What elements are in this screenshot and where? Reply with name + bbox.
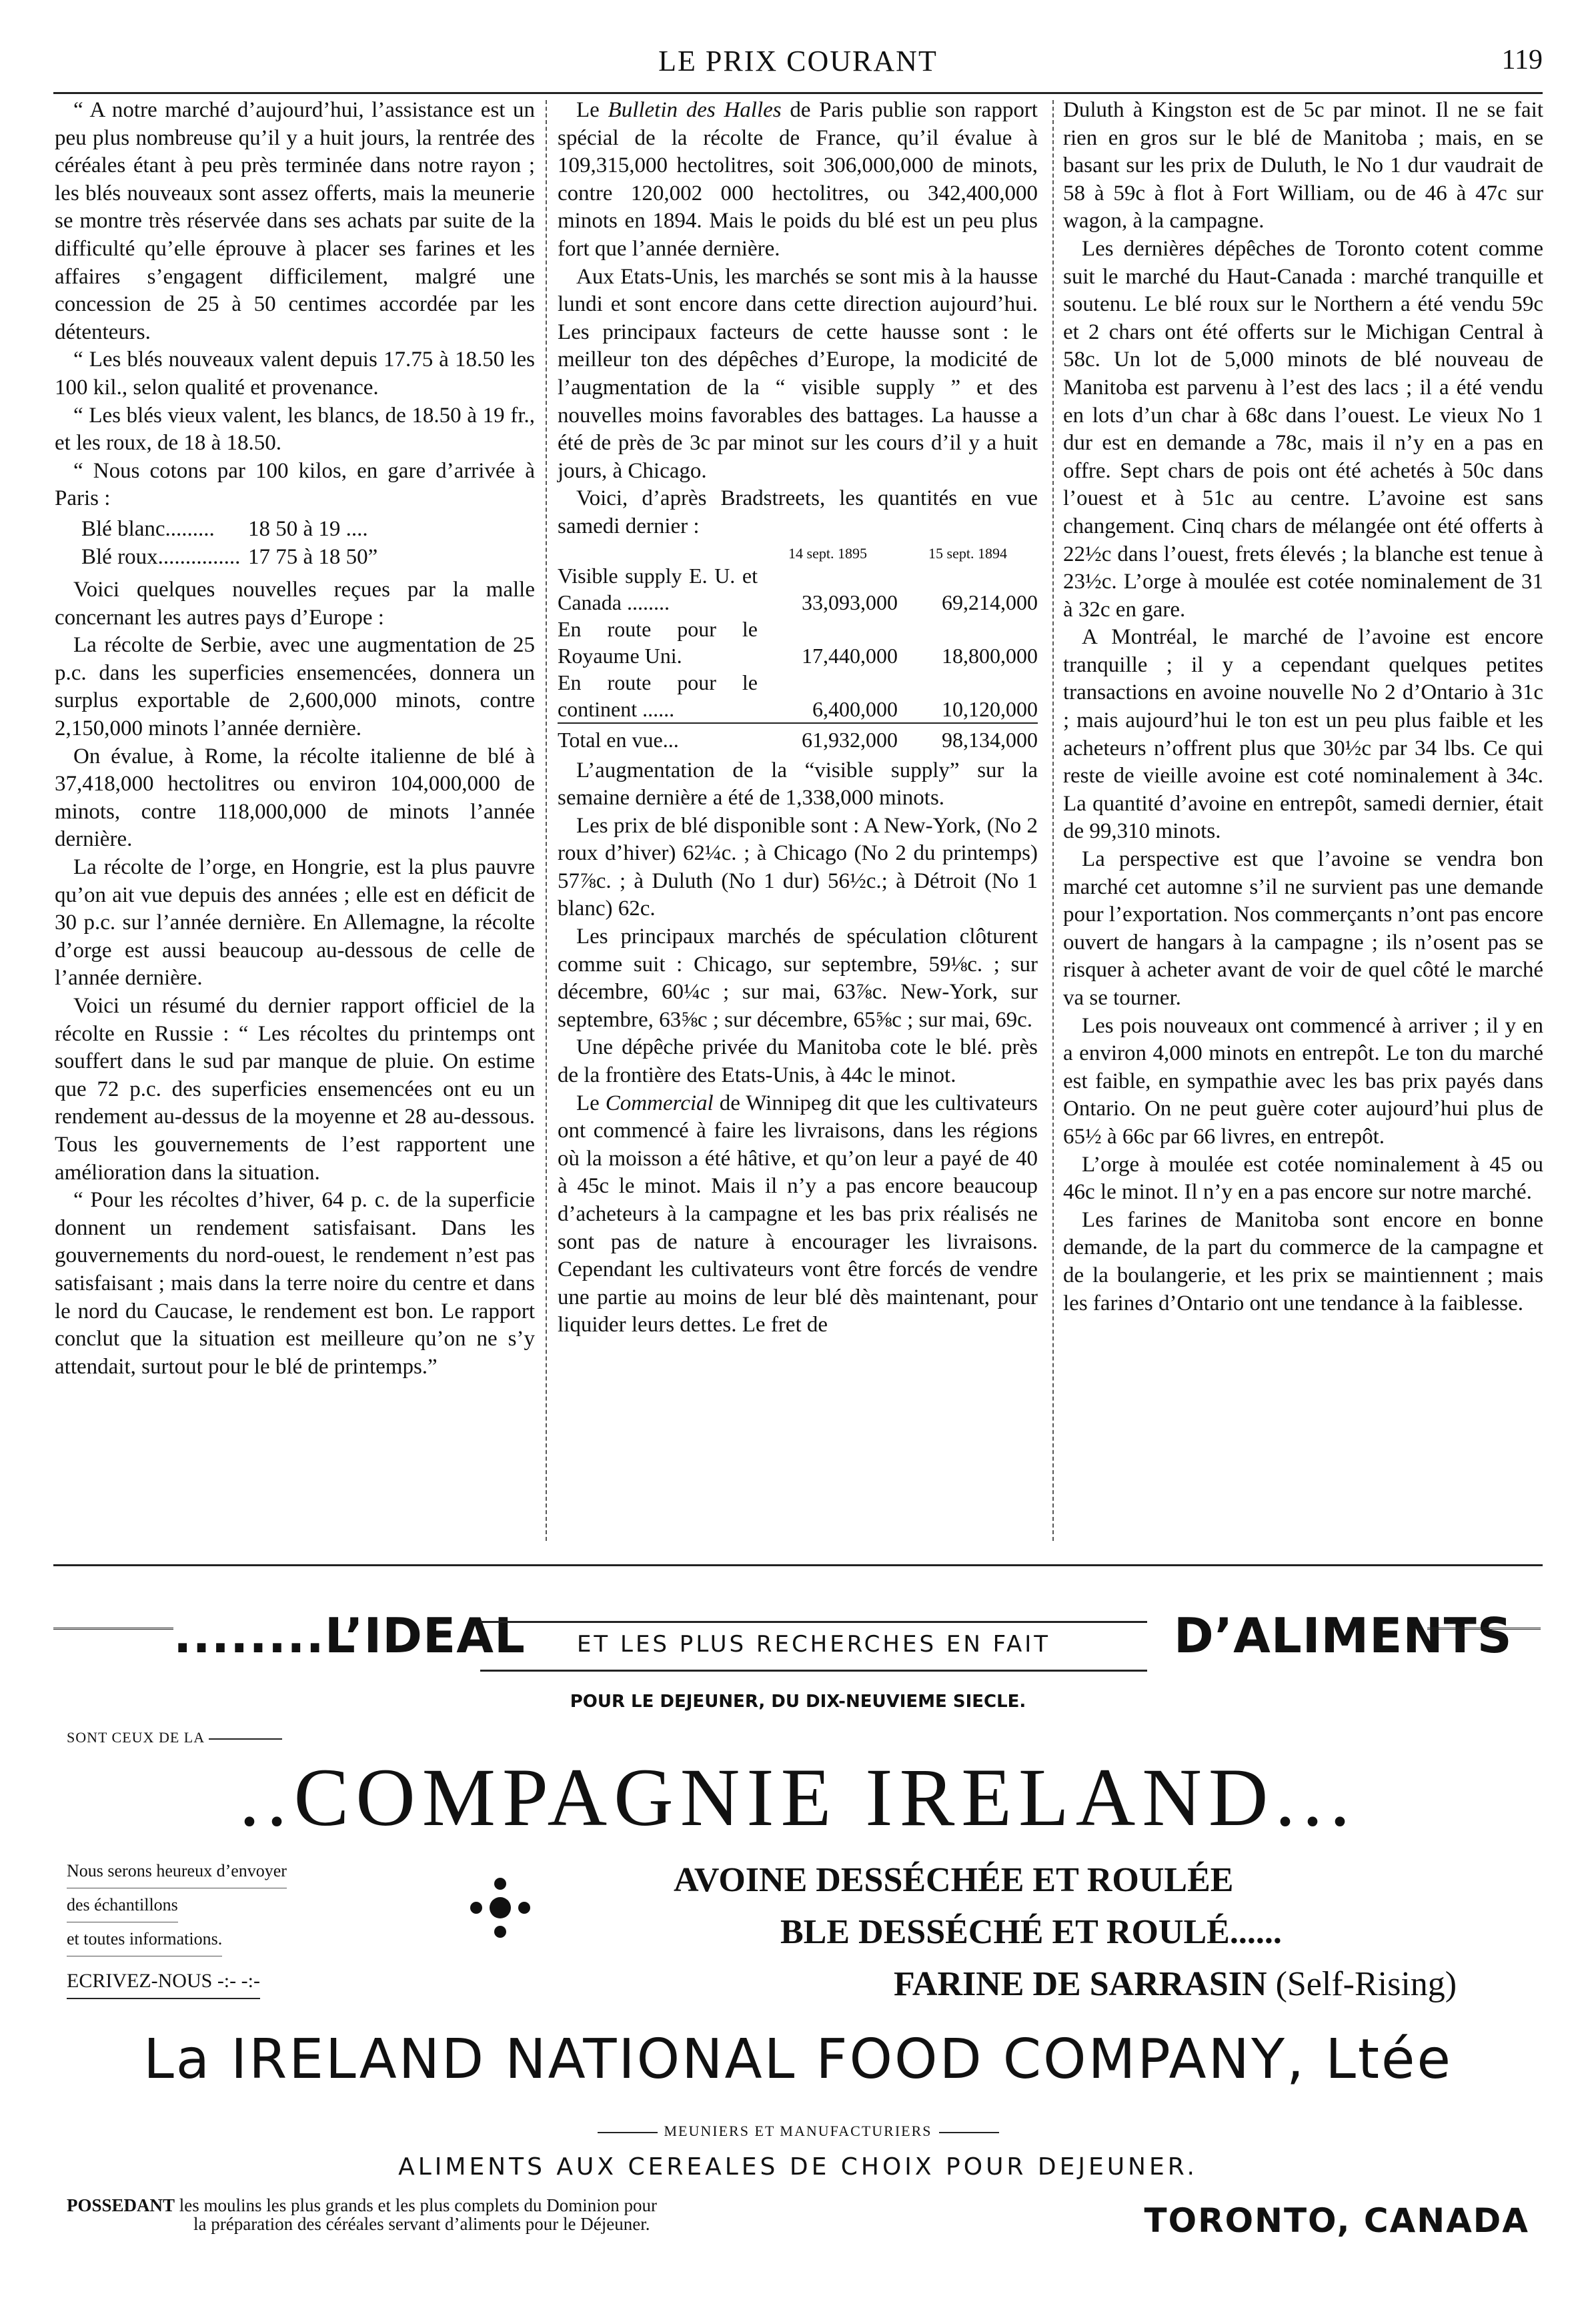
table-label: En route pour le Royaume Uni. [558, 616, 758, 668]
product-line: BLE DESSÉCHÉ ET ROULÉ...... [780, 1913, 1282, 1951]
rule [598, 2132, 658, 2133]
text: de Paris publie son rapport spécial de la récolte de France, qu’il évalue à 109,315,000 hectolitres, soit 306,000,000 de minots, contre 120,002 000 hectolitres, ou 342,400,000 minots en 1894. Mais le poids du blé est un peu plus fort que l’année dernière. [558, 98, 1038, 261]
paragraph: Les principaux marchés de spéculation clôturent comme suit : Chicago, sur septembre, 59⅛c. ; sur décembre, 60¼c ; sur mai, 63⅞c. New-York, sur septembre, 63⅝c ; sur décembre, 65⅝c ; sur mai, 69c. [558, 925, 1038, 1032]
table-header-cell [558, 545, 758, 562]
text: Le [576, 98, 608, 122]
visible-supply-table [558, 545, 1038, 753]
possedant-line: les moulins les plus grands et les plus complets du Dominion pour [175, 2195, 657, 2215]
location-label: TORONTO, CANADA [1144, 2201, 1529, 2240]
product-line [520, 1958, 1541, 2010]
column-1 [55, 97, 535, 1381]
price-name: Blé blanc......... [81, 516, 215, 541]
advertisement-rule [53, 1564, 1543, 1566]
corporate-name: La IRELAND NATIONAL FOOD COMPANY, Ltée [143, 2028, 1453, 2091]
paragraph: La perspective est que l’avoine se vendra bon marché cet automne s’il ne survient pas une demande pour l’exportation. Nos commerçants n’ont pas encore ouvert de hangars à la campagne ; ils n’osent pas se risquer à acheter avant de voir de quel côté le marché va se tourner. [1063, 847, 1543, 1010]
sont-ceux-label [67, 1729, 282, 1746]
price-value: 18 50 à 19 .... [248, 516, 368, 541]
paragraph: La récolte de l’orge, en Hongrie, est la plus pauvre qu’on ait vue depuis des années ; elle est en déficit de 30 p.c. sur l’année dernière. En Allemagne, la récolte d’orge est aussi beaucoup au-dessous de celle de l’année dernière. [55, 855, 535, 991]
table-label: Total en vue... [558, 723, 758, 753]
column-separator [1052, 100, 1054, 1541]
price-row [81, 544, 535, 572]
possedant-text [67, 2196, 1000, 2233]
possedant-line: la préparation des céréales servant d’aliments pour le Déjeuner. [193, 2214, 650, 2234]
price-name: Blé roux............... [81, 544, 241, 569]
banner-right-text: D’ALIMENTS [1174, 1608, 1513, 1664]
table-cell: 98,134,000 [898, 723, 1038, 753]
table-cell: 10,120,000 [942, 696, 1038, 721]
rule [209, 1738, 282, 1740]
table-label: En route pour le continent ...... [558, 670, 758, 721]
paragraph: “ Les blés nouveaux valent depuis 17.75 à 18.50 les 100 kil., selon qualité et provenance. [55, 348, 535, 400]
table-cell: 18,800,000 [942, 643, 1038, 668]
table-row [558, 616, 1038, 669]
publication-name: Bulletin des Halles [608, 98, 782, 122]
paragraph: Aux Etats-Unis, les marchés se sont mis à la hausse lundi et sont encore dans cette direction aujourd’hui. Les principaux facteurs de cette hausse sont : le meilleur ton des dépêches d’Europe, la modicité de l’augmentation de la “ visible supply ” et des nouvelles moins favorables des battages. La hausse a été de près de 3c par minot sur les cours d’il y a huit jours, à Chicago. [558, 264, 1038, 483]
ireland-advertisement [53, 1574, 1543, 2275]
product-name: FARINE DE SARRASIN [894, 1965, 1267, 2003]
banner-left-text: ........L’IDEAL [173, 1608, 526, 1664]
table-header-cell: 14 sept. 1895 [788, 544, 867, 562]
ecrivez-nous-label: ECRIVEZ-NOUS -:- -:- [67, 1964, 260, 1999]
paragraph: La récolte de Serbie, avec une augmentation de 25 p.c. dans les superficies ensemencées, donnera un surplus exportable de 2,600,000 minots, contre 2,150,000 minots l’année dernière. [55, 633, 535, 741]
table-row [558, 669, 1038, 723]
table-cell: 6,400,000 [812, 696, 898, 721]
paragraph: “ A notre marché d’aujourd’hui, l’assistance est un peu plus nombreuse qu’il y a huit jours, la rentrée des céréales étant à peu près terminée dans notre rayon ; les blés nouveaux sont assez offerts, mais la meunerie se montre très réservée dans ses achats par suite de la difficulté qu’elle éprouve à placer ses farines et les affaires s’engagent difficilement, malgré une concession de 25 à 50 centimes accordée par les détenteurs. [55, 98, 535, 344]
paragraph [558, 97, 1038, 263]
company-name: ..COMPAGNIE IRELAND... [239, 1752, 1357, 1843]
paragraph: Voici un résumé du dernier rapport officiel de la récolte en Russie : “ Les récoltes du printemps ont souffert dans le sud par manque de pluie. On estime que 72 p.c. des superficies ensemencées ont eu un rendement au-dessus de la moyenne et 28 au-dessous. Tous les gouvernements de l’est rapportent une amélioration dans la situation. [55, 994, 535, 1185]
table-header-cell: 15 sept. 1894 [928, 544, 1007, 562]
paragraph: “ Pour les récoltes d’hiver, 64 p. c. de la superficie donnent un rendement satisfaisant. Dans les gouvernements du nord-ouest, le rendement n’est pas satisfaisant ; mais dans la terre noire du centre et dans le nord du Caucase, le rendement est bon. Le rapport conclut que la situation est meilleure qu’on ne s’y attendait, surtout pour le blé de printemps.” [55, 1188, 535, 1379]
table-cell: 17,440,000 [802, 643, 898, 668]
newspaper-title: LE PRIX COURANT [658, 45, 938, 77]
paragraph: Duluth à Kingston est de 5c par minot. Il ne se fait rien en gros sur le blé de Manitoba ; mais, en se basant sur les prix de Duluth, le No 1 dur vaudrait de 58 à 59c à flot à Fort William, ou de 46 à 47c sur wagon, à la campagne. [1063, 98, 1543, 233]
column-2 [558, 97, 1038, 1339]
price-row [81, 516, 535, 544]
paragraph: Les dernières dépêches de Toronto cotent comme suit le marché du Haut-Canada : marché tranquille et soutenu. Le blé roux sur le Northern a été vendu 59c et 2 chars ont été offerts sur le Michigan Central à 58c. Un lot de 5,000 minots de blé nouveau de Manitoba est parvenu à l’est des lacs ; il a été vendu en lots d’un char à 68c dans l’ouest. Le vieux No 1 dur est en demande a 78c, mais il n’y en a pas en offre. Sept chars de pois ont été achetés à 50c dans l’ouest et à 51c au centre. L’avoine est sans changement. Cinq chars de mélangée ont été offerts à 22½c dans l’ouest, frets élevés ; la blanche est tenue à 23½c. L’orge à moulée est cotée nominalement de 31 à 32c en gare. [1063, 236, 1543, 622]
paragraph: L’augmentation de la “visible supply” sur la semaine dernière a été de 1,338,000 minots. [558, 758, 1038, 810]
table-total-row [558, 723, 1038, 753]
contact-notice [67, 1854, 287, 1999]
paragraph: Une dépêche privée du Manitoba cote le blé. près de la frontière des Etats-Unis, à 44c le minot. [558, 1035, 1038, 1088]
product-list [520, 1854, 1541, 2010]
paragraph: On évalue, à Rome, la récolte italienne de blé à 37,418,000 hectolitres ou environ 104,000,000 de minots, contre 118,000,000 de minots l’année dernière. [55, 744, 535, 852]
rule [939, 2132, 999, 2133]
paragraph: Les farines de Manitoba sont encore en bonne demande, de la part du commerce de la campagne et de la boulangerie, et les prix se maintiennent ; mais les farines d’Ontario ont une tendance à la faiblesse. [1063, 1207, 1543, 1315]
banner-middle-text: ET LES PLUS RECHERCHES EN FAIT [480, 1621, 1147, 1672]
product-note: (Self-Rising) [1267, 1965, 1457, 2003]
label-text: SONT CEUX DE LA [67, 1729, 205, 1746]
ad-banner [53, 1601, 1543, 1681]
table-row [558, 562, 1038, 616]
text: Le [576, 1091, 606, 1115]
paragraph: A Montréal, le marché de l’avoine est encore tranquille ; il y a cependant quelques petites transactions en avoine nouvelle No 2 d’Ontario à 31c ; mais aujourd’hui le ton est un peu plus faible et les acheteurs n’offrent plus que 30½c par 34 lbs. Ce qui reste de vieille avoine est coté nominalement à 34c. La quantité d’avoine en entrepôt, samedi dernier, était de 99,310 minots. [1063, 625, 1543, 844]
banner-ornament [1427, 1628, 1541, 1630]
meuniers-line [53, 2123, 1543, 2140]
contact-line: des échantillons [67, 1888, 178, 1922]
page-number: 119 [1501, 45, 1543, 75]
table-cell: 69,214,000 [942, 590, 1038, 614]
paragraph: Les prix de blé disponible sont : A New-York, (No 2 roux d’hiver) 62¼c. ; à Chicago (No 2 du printemps) 57⅞c. ; à Duluth (No 1 dur) 56½c.; à Détroit (No 1 blanc) 62c. [558, 813, 1038, 921]
paragraph [558, 1090, 1038, 1339]
table-cell: 61,932,000 [758, 723, 898, 753]
contact-line: Nous serons heureux d’envoyer [67, 1854, 287, 1888]
possedant-word: POSSEDANT [67, 2195, 175, 2215]
aliments-line: ALIMENTS AUX CEREALES DE CHOIX POUR DEJEUNER. [398, 2153, 1198, 2181]
meuniers-text: MEUNIERS ET MANUFACTURIERS [664, 2123, 932, 2139]
table-label: Visible supply E. U. et Canada ........ [558, 563, 758, 614]
paragraph: Voici quelques nouvelles reçues par la malle concernant les autres pays d’Europe : [55, 578, 535, 630]
publication-name: Commercial [605, 1091, 714, 1115]
column-3 [1063, 97, 1543, 1317]
text: de Winnipeg dit que les cultivateurs ont commencé à faire les livraisons, dans les régions où la moisson a été hâtive, et qu’on leur a payé de 40 à 45c le minot. Mais il n’y a pas encore beaucoup d’acheteurs à la campagne et les bas prix réalisés ne sont pas de nature à encourager les livraisons. Cependant les cultivateurs vont être forcés de vendre une partie au moins de leur blé dès maintenant, pour liquider leurs dettes. Le fret de [558, 1091, 1038, 1337]
paragraph: L’orge à moulée est cotée nominalement à 45 ou 46c le minot. Il n’y en a pas encore sur notre marché. [1063, 1152, 1543, 1205]
paragraph: Les pois nouveaux ont commencé à arriver ; il y en a environ 4,000 minots en entrepôt. Le ton du marché est faible, en sympathie avec les bas prix payés dans Ontario. On ne peut guère coter aujourd’hui plus de 65½ à 66c par 66 livres, en entrepôt. [1063, 1013, 1543, 1149]
header-rule [53, 92, 1543, 94]
table-header-row [558, 545, 1038, 562]
banner-ornament [53, 1628, 173, 1630]
paragraph: “ Nous cotons par 100 kilos, en gare d’arrivée à Paris : [55, 458, 535, 511]
price-table [81, 516, 535, 571]
page-header [53, 40, 1543, 87]
table-cell: 33,093,000 [802, 590, 898, 614]
column-separator [546, 100, 547, 1541]
banner-subtitle: POUR LE DEJEUNER, DU DIX-NEUVIEME SIECLE. [570, 1692, 1026, 1712]
price-value: 17 75 à 18 50” [248, 544, 378, 569]
product-line: AVOINE DESSÉCHÉE ET ROULÉE [674, 1861, 1234, 1899]
paragraph: “ Les blés vieux valent, les blancs, de 18.50 à 19 fr., et les roux, de 18 à 18.50. [55, 403, 535, 456]
contact-line: et toutes informations. [67, 1922, 222, 1956]
paragraph: Voici, d’après Bradstreets, les quantités en vue samedi dernier : [558, 486, 1038, 538]
